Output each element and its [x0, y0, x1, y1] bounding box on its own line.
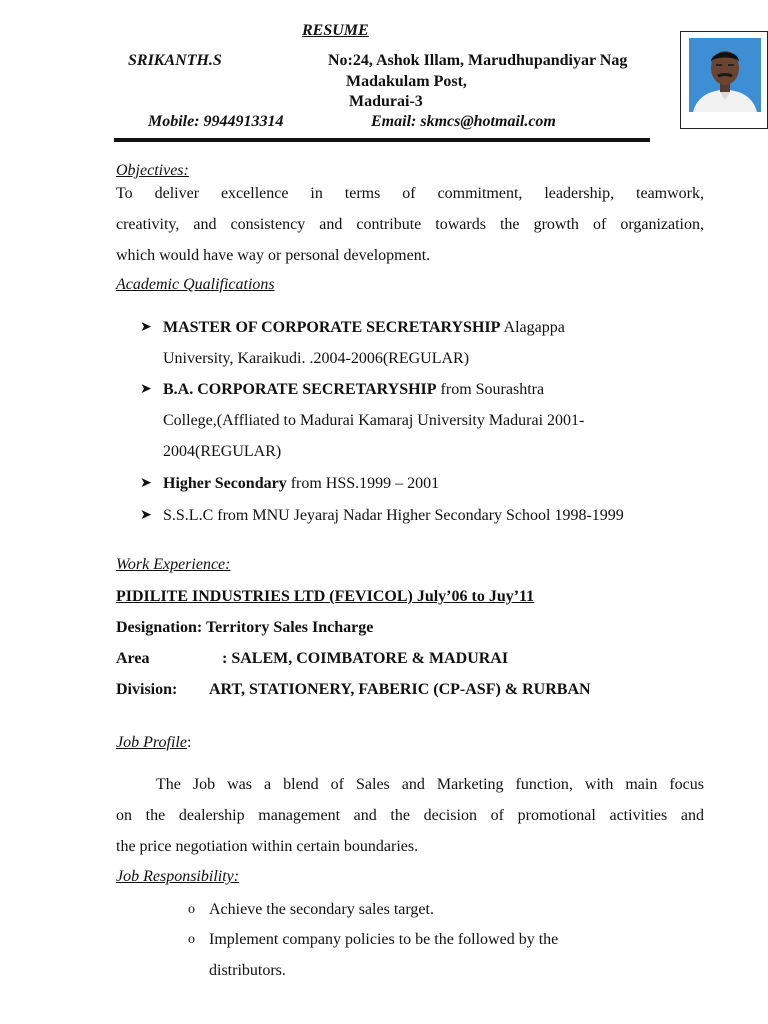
address-line-1: No:24, Ashok Illam, Marudhupandiyar Nag — [328, 52, 628, 69]
division-value: ART, STATIONERY, FABERIC (CP-ASF) & RURBAN — [209, 681, 591, 698]
arrow-bullet-icon: ➤ — [140, 382, 152, 397]
designation: Designation: Territory Sales Incharge — [116, 619, 374, 636]
job-profile-heading: Job Profile: — [116, 734, 192, 751]
job-profile-text: The Job was a blend of Sales and Marketing function, with main focus on the dealership management and the decision of promotional activities and the price negotiation within certain boundaries. — [116, 776, 704, 855]
academic-item-mcs: MASTER OF CORPORATE SECRETARYSHIP Alagappa — [163, 319, 565, 336]
responsibility-item-1: Achieve the secondary sales target. — [209, 901, 434, 918]
arrow-bullet-icon: ➤ — [140, 320, 152, 335]
division-label: Division: — [116, 681, 178, 698]
header-divider — [114, 138, 650, 142]
mobile-number: Mobile: 9944913314 — [148, 113, 284, 130]
academic-item-mcs-line2: University, Karaikudi. .2004-2006(REGULAR) — [163, 350, 470, 367]
email-address: Email: skmcs@hotmail.com — [371, 113, 556, 130]
circle-bullet-icon: o — [188, 932, 195, 947]
address-line-3: Madurai-3 — [349, 93, 423, 110]
area-label: Area — [116, 650, 150, 667]
arrow-bullet-icon: ➤ — [140, 508, 152, 523]
academic-item-sslc: S.S.L.C from MNU Jeyaraj Nadar Higher Secondary School 1998-1999 — [163, 507, 624, 524]
work-experience-heading: Work Experience: — [116, 556, 231, 573]
resume-title: RESUME — [302, 22, 369, 39]
company-name: PIDILITE INDUSTRIES LTD (FEVICOL) July’06 to Juy’11 — [116, 588, 535, 605]
candidate-name: SRIKANTH.S — [128, 52, 222, 69]
address-line-2: Madakulam Post, — [346, 73, 467, 90]
arrow-bullet-icon: ➤ — [140, 476, 152, 491]
profile-photo-frame — [680, 31, 768, 129]
objectives-heading: Objectives: — [116, 162, 189, 179]
circle-bullet-icon: o — [188, 902, 195, 917]
academic-item-ba: B.A. CORPORATE SECRETARYSHIP from Sourashtra — [163, 381, 545, 398]
objectives-text: To deliver excellence in terms of commitment, leadership, teamwork, creativity, and consistency and contribute towards the growth of organization, which would have way or personal development. — [116, 185, 704, 264]
academic-item-ba-line2: College,(Affliated to Madurai Kamaraj University Madurai 2001- — [163, 412, 585, 429]
academic-heading: Academic Qualifications — [116, 276, 275, 293]
profile-photo — [689, 38, 761, 112]
academic-item-ba-line3: 2004(REGULAR) — [163, 443, 282, 460]
responsibility-item-2: Implement company policies to be the followed by the — [209, 931, 559, 948]
academic-item-hsc: Higher Secondary from HSS.1999 – 2001 — [163, 475, 440, 492]
job-responsibility-heading: Job Responsibility: — [116, 868, 240, 885]
area-value: : SALEM, COIMBATORE & MADURAI — [222, 650, 509, 667]
responsibility-item-2-line2: distributors. — [209, 962, 286, 979]
